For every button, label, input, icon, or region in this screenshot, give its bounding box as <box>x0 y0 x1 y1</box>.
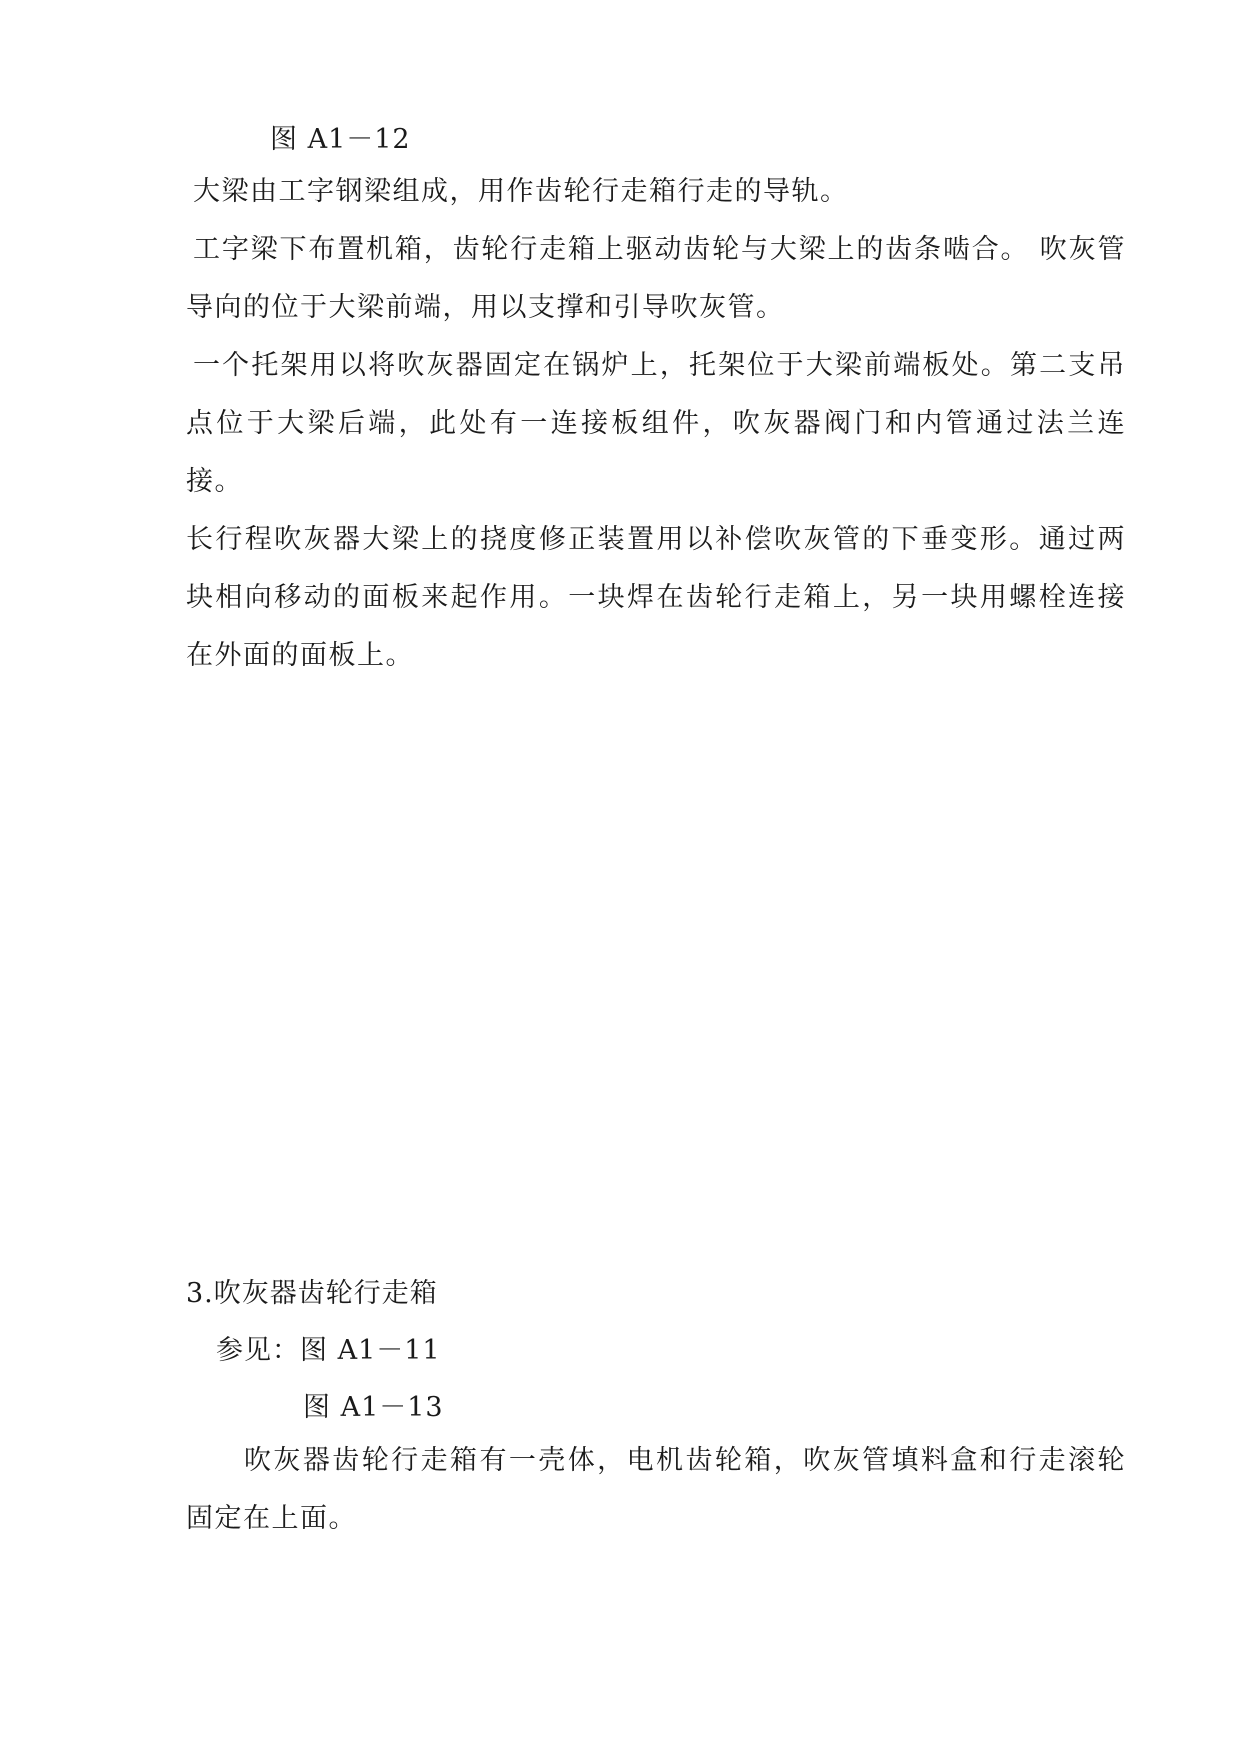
section-heading: 3.吹灰器齿轮行走箱 <box>186 1278 438 1309</box>
reference-line-figure: 图 A1－13 <box>303 1392 444 1423</box>
paragraph-gearbox: 工字梁下布置机箱，齿轮行走箱上驱动齿轮与大梁上的齿条啮合。 吹灰管导向的位于大梁前端，用以支撑和引导吹灰管。 <box>186 234 1126 323</box>
paragraph-girder: 大梁由工字钢梁组成，用作齿轮行走箱行走的导轨。 <box>193 176 849 207</box>
figure-caption: 图 A1－12 <box>270 124 411 155</box>
paragraph-carriage: 吹灰器齿轮行走箱有一壳体，电机齿轮箱，吹灰管填料盒和行走滚轮固定在上面。 <box>186 1445 1126 1534</box>
paragraph-bracket: 一个托架用以将吹灰器固定在锅炉上，托架位于大梁前端板处。第二支吊点位于大梁后端，此处有一连接板组件，吹灰器阀门和内管通过法兰连接。 <box>186 350 1126 497</box>
reference-line: 参见：图 A1－11 <box>216 1335 441 1366</box>
paragraph-deflection: 长行程吹灰器大梁上的挠度修正装置用以补偿吹灰管的下垂变形。通过两块相向移动的面板来起作用。一块焊在齿轮行走箱上，另一块用螺栓连接在外面的面板上。 <box>186 524 1126 671</box>
